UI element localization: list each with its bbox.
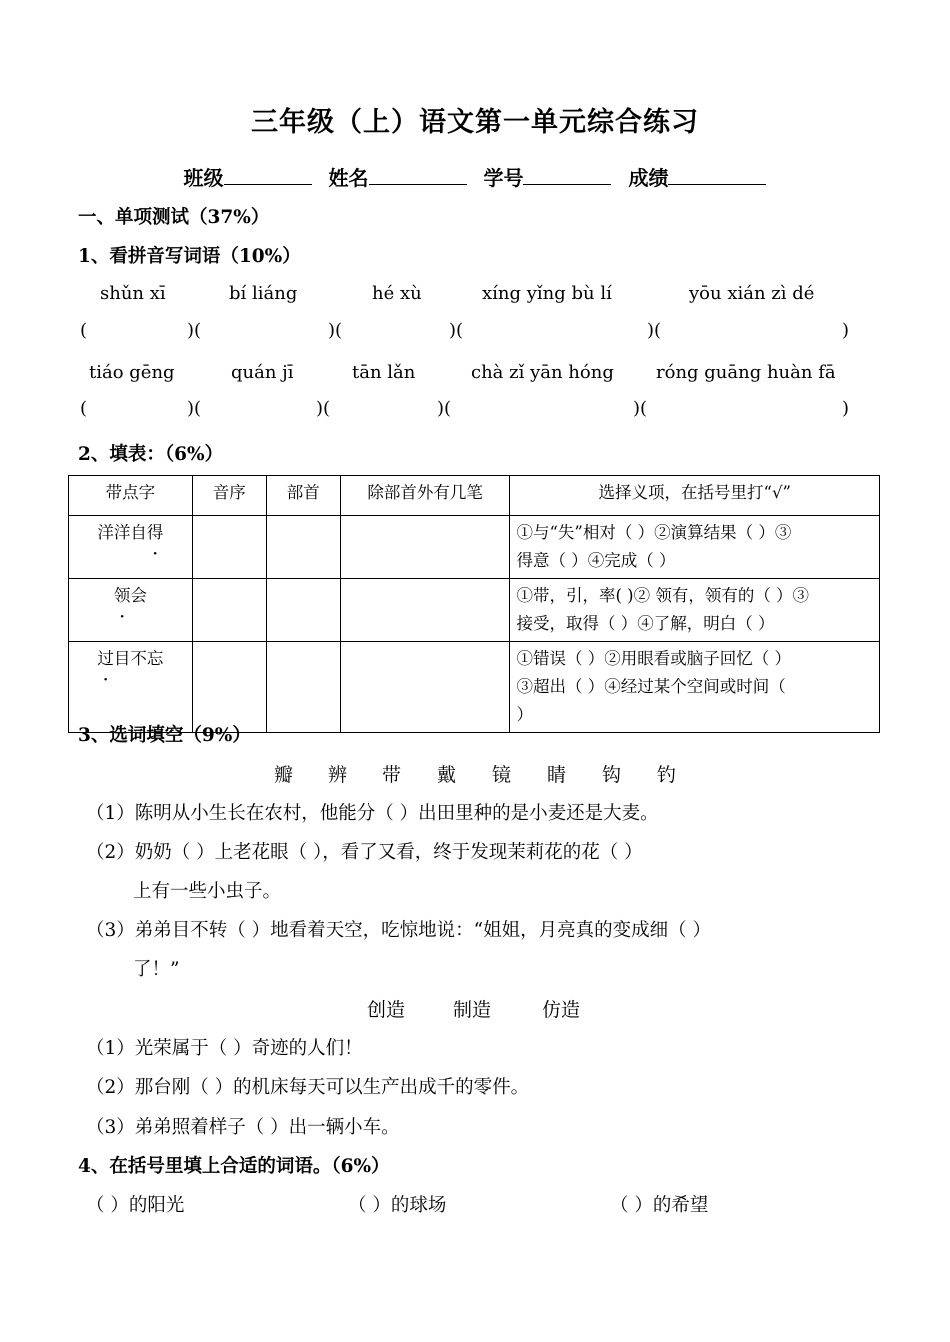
radical-cell[interactable]	[266, 516, 340, 579]
meaning-line: ①错误（ ）②用眼看或脑子回忆（ ）	[516, 649, 791, 668]
answer-bracket[interactable]: )(	[316, 398, 331, 419]
pinyin-item: tiáo gēng	[89, 362, 175, 383]
meaning-line: 接受，取得（ ）④了解，明白（ ）	[516, 614, 775, 633]
pinyin-item: shǔn xī	[100, 283, 166, 304]
word-choice: 镜	[492, 764, 512, 786]
dotted-char: 领	[113, 586, 131, 605]
word-text: 洋洋自	[97, 523, 147, 542]
fill-item: （ ）的希望	[610, 1195, 709, 1216]
table-header: 部首	[266, 476, 340, 516]
table-header: 除部首外有几笔	[340, 476, 510, 516]
answer-bracket[interactable]: (	[80, 398, 88, 419]
stroke-cell[interactable]	[340, 579, 510, 642]
score-field[interactable]	[668, 164, 766, 185]
fill-table	[68, 475, 880, 733]
pinyin-item: bí liáng	[229, 283, 298, 304]
word-choice: 钩	[602, 764, 622, 786]
meaning-cell[interactable]	[510, 516, 880, 579]
name-field[interactable]	[369, 164, 467, 185]
word-choice: 创造	[367, 999, 406, 1021]
fill-item: （ ）的球场	[348, 1195, 447, 1216]
word-cell	[69, 642, 193, 733]
table-header: 选择义项，在括号里打“√”	[510, 476, 880, 516]
sentence: （2）那台刚（ ）的机床每天可以生产出成千的零件。	[86, 1077, 530, 1098]
answer-bracket[interactable]: )(	[187, 398, 202, 419]
name-label: 姓名	[328, 166, 369, 190]
radical-cell[interactable]	[266, 579, 340, 642]
stroke-cell[interactable]	[340, 516, 510, 579]
word-cell	[69, 516, 193, 579]
table-header-row	[69, 476, 880, 516]
meaning-line: ①带，引，率( )② 领有，领有的（ ）③	[516, 586, 810, 605]
dotted-char: 过	[97, 649, 114, 668]
answer-bracket[interactable]: )	[842, 398, 850, 419]
word-choice: 瓣	[274, 764, 294, 786]
class-field[interactable]	[224, 164, 312, 185]
section-1-heading: 一、单项测试（37%）	[78, 207, 270, 228]
table-row	[69, 642, 880, 733]
word-choice: 仿造	[542, 999, 581, 1021]
fill-item: （ ）的阳光	[86, 1195, 185, 1216]
word-choice: 戴	[437, 764, 457, 786]
table-header: 音序	[192, 476, 266, 516]
radical-cell[interactable]	[266, 642, 340, 733]
answer-bracket[interactable]: )(	[633, 398, 648, 419]
answer-bracket[interactable]: (	[80, 320, 88, 341]
word-choice: 制造	[453, 999, 492, 1021]
q3-heading: 3、选词填空（9%）	[78, 725, 251, 746]
pinyin-item: róng guāng huàn fā	[656, 362, 836, 383]
answer-bracket[interactable]: )(	[449, 320, 464, 341]
q1-heading: 1、看拼音写词语（10%）	[78, 246, 301, 267]
sentence: （1）光荣属于（ ）奇迹的人们！	[86, 1038, 363, 1059]
meaning-line: ③超出（ ）④经过某个空间或时间（	[516, 677, 786, 696]
sequence-cell[interactable]	[192, 579, 266, 642]
meaning-line: ）	[516, 705, 533, 724]
sentence: （2）奶奶（ ）上老花眼（ ），看了又看，终于发现茉莉花的花（ ）	[86, 842, 643, 863]
page-title: 三年级（上）语文第一单元综合练习	[251, 107, 699, 138]
pinyin-item: tān lǎn	[352, 362, 416, 383]
sequence-cell[interactable]	[192, 642, 266, 733]
answer-bracket[interactable]: )(	[187, 320, 202, 341]
number-field[interactable]	[523, 164, 611, 185]
number-label: 学号	[483, 166, 524, 190]
q4-heading: 4、在括号里填上合适的词语。（6%）	[78, 1156, 390, 1177]
answer-bracket[interactable]: )(	[437, 398, 452, 419]
word-cell	[69, 579, 193, 642]
answer-bracket[interactable]: )(	[328, 320, 343, 341]
meaning-cell[interactable]	[510, 642, 880, 733]
sentence: 上有一些小虫子。	[133, 881, 282, 902]
table-row	[69, 516, 880, 579]
stroke-cell[interactable]	[340, 642, 510, 733]
q2-heading: 2、填表：（6%）	[78, 444, 224, 465]
sentence: （3）弟弟目不转（ ）地看着天空，吃惊地说：“姐姐，月亮真的变成细（ ）	[86, 920, 711, 941]
pinyin-item: hé xù	[372, 283, 422, 304]
meaning-line: ①与“失”相对（ ）②演算结果（ ）③	[516, 523, 792, 542]
pinyin-item: xíng yǐng bù lí	[482, 283, 612, 304]
sentence: （1）陈明从小生长在农村，他能分（ ）出田里种的是小麦还是大麦。	[86, 803, 659, 824]
meaning-cell[interactable]	[510, 579, 880, 642]
word-choice: 钓	[657, 764, 677, 786]
answer-bracket[interactable]: )(	[647, 320, 662, 341]
word-text: 会	[130, 586, 147, 605]
word-choice: 睛	[547, 764, 567, 786]
score-label: 成绩	[628, 166, 669, 190]
class-label: 班级	[183, 166, 224, 190]
word-text: 目不忘	[113, 649, 164, 668]
sentence: 了！”	[133, 959, 180, 980]
word-choice: 带	[382, 764, 402, 786]
pinyin-item: yōu xián zì dé	[689, 283, 815, 304]
answer-bracket[interactable]: )	[842, 320, 850, 341]
table-header: 带点字	[69, 476, 193, 516]
word-choice: 辨	[328, 764, 348, 786]
pinyin-item: chà zǐ yān hóng	[471, 362, 614, 383]
sequence-cell[interactable]	[192, 516, 266, 579]
table-row	[69, 579, 880, 642]
meaning-line: 得意（ ）④完成（ ）	[516, 551, 676, 570]
dotted-char: 得	[146, 523, 164, 542]
student-info-line	[0, 162, 950, 191]
pinyin-item: quán jī	[231, 362, 294, 383]
sentence: （3）弟弟照着样子（ ）出一辆小车。	[86, 1117, 400, 1138]
